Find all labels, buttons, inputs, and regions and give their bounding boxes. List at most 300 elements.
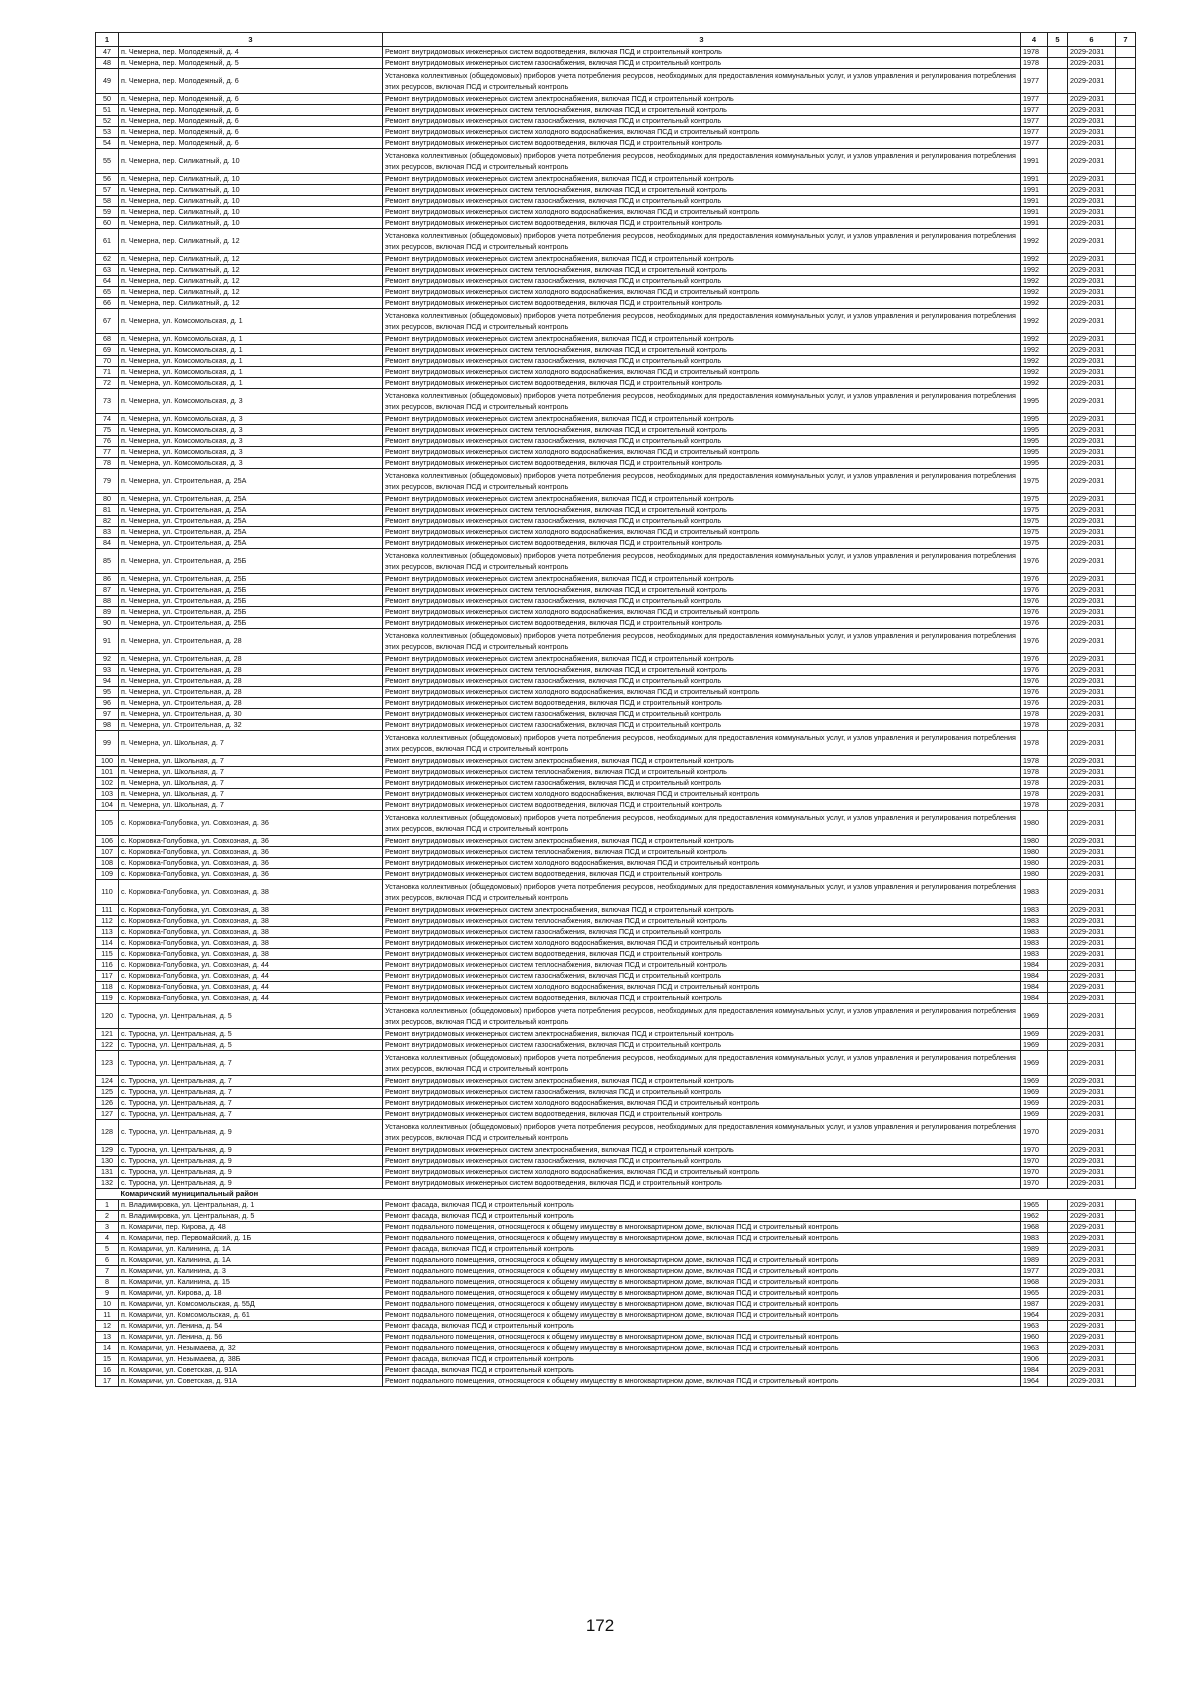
header-col-7: 7 [1116,33,1136,47]
empty-col-5 [1048,880,1068,905]
empty-col-7 [1116,127,1136,138]
empty-col-7 [1116,538,1136,549]
empty-col-7 [1116,847,1136,858]
work-cell: Ремонт подвального помещения, относящегося к общему имуществу в многоквартирном доме, включая ПСД и строительный контроль [383,1255,1021,1266]
table-row [96,654,1136,665]
address-cell: п. Чемерна, ул. Строительная, д. 28 [119,654,383,665]
table-row [96,905,1136,916]
work-cell: Ремонт внутридомовых инженерных систем холодного водоснабжения, включая ПСД и строительный контроль [383,938,1021,949]
year-cell: 1975 [1021,527,1048,538]
table-row [96,196,1136,207]
table-row [96,927,1136,938]
work-cell: Установка коллективных (общедомовых) приборов учета потребления ресурсов, необходимых для предоставления коммунальных услуг, и узлов управления и регулирования потребления этих ресурсов, включая ПСД и строительный контроль [383,149,1021,174]
year-cell: 1995 [1021,458,1048,469]
period-cell: 2029-2031 [1068,665,1116,676]
period-cell: 2029-2031 [1068,527,1116,538]
row-number: 124 [96,1076,119,1087]
period-cell: 2029-2031 [1068,345,1116,356]
empty-col-7 [1116,665,1136,676]
year-cell: 1983 [1021,1233,1048,1244]
year-cell: 1976 [1021,549,1048,574]
empty-col-7 [1116,94,1136,105]
empty-col-7 [1116,458,1136,469]
empty-col-5 [1048,1109,1068,1120]
work-cell: Ремонт внутридомовых инженерных систем холодного водоснабжения, включая ПСД и строительный контроль [383,527,1021,538]
period-cell: 2029-2031 [1068,993,1116,1004]
work-cell: Ремонт внутридомовых инженерных систем водоотведения, включая ПСД и строительный контроль [383,458,1021,469]
address-cell: п. Чемерна, ул. Строительная, д. 25А [119,527,383,538]
work-cell: Ремонт внутридомовых инженерных систем водоотведения, включая ПСД и строительный контроль [383,618,1021,629]
year-cell: 1976 [1021,665,1048,676]
work-cell: Ремонт подвального помещения, относящегося к общему имуществу в многоквартирном доме, включая ПСД и строительный контроль [383,1233,1021,1244]
empty-col-7 [1116,1211,1136,1222]
row-number: 75 [96,425,119,436]
year-cell: 1983 [1021,938,1048,949]
row-number: 8 [96,1277,119,1288]
address-cell: п. Чемерна, ул. Строительная, д. 25А [119,516,383,527]
empty-col-7 [1116,811,1136,836]
period-cell: 2029-2031 [1068,756,1116,767]
table-row [96,69,1136,94]
row-number: 57 [96,185,119,196]
address-cell: п. Чемерна, пер. Молодежный, д. 6 [119,138,383,149]
address-cell: п. Чемерна, ул. Комсомольская, д. 3 [119,389,383,414]
year-cell: 1995 [1021,447,1048,458]
page-number: 172 [585,1616,615,1635]
empty-col-7 [1116,345,1136,356]
address-cell: п. Чемерна, ул. Школьная, д. 7 [119,731,383,756]
table-row [96,665,1136,676]
work-cell: Ремонт внутридомовых инженерных систем электроснабжения, включая ПСД и строительный контроль [383,905,1021,916]
work-cell: Ремонт внутридомовых инженерных систем теплоснабжения, включая ПСД и строительный контроль [383,767,1021,778]
address-cell: с. Туросна, ул. Центральная, д. 7 [119,1087,383,1098]
row-number: 1 [96,1200,119,1211]
address-cell: п. Чемерна, ул. Школьная, д. 7 [119,778,383,789]
row-number: 114 [96,938,119,949]
work-cell: Ремонт внутридомовых инженерных систем водоотведения, включая ПСД и строительный контроль [383,378,1021,389]
year-cell: 1978 [1021,778,1048,789]
empty-col-5 [1048,1321,1068,1332]
period-cell: 2029-2031 [1068,58,1116,69]
work-cell: Установка коллективных (общедомовых) приборов учета потребления ресурсов, необходимых для предоставления коммунальных услуг, и узлов управления и регулирования потребления этих ресурсов, включая ПСД и строительный контроль [383,731,1021,756]
empty-col-5 [1048,138,1068,149]
table-row [96,414,1136,425]
table-row [96,185,1136,196]
row-number: 82 [96,516,119,527]
empty-col-7 [1116,607,1136,618]
row-number: 53 [96,127,119,138]
period-cell: 2029-2031 [1068,69,1116,94]
table-row [96,880,1136,905]
address-cell: п. Комаричи, пер. Кирова, д. 48 [119,1222,383,1233]
empty-col-7 [1116,676,1136,687]
year-cell: 1983 [1021,916,1048,927]
period-cell: 2029-2031 [1068,1299,1116,1310]
address-cell: п. Чемерна, пер. Молодежный, д. 6 [119,127,383,138]
year-cell: 1969 [1021,1051,1048,1076]
empty-col-7 [1116,276,1136,287]
row-number: 108 [96,858,119,869]
table-row [96,549,1136,574]
table-row [96,687,1136,698]
empty-col-7 [1116,1109,1136,1120]
address-cell: с. Коржовка-Голубовка, ул. Совхозная, д. 44 [119,982,383,993]
empty-col-5 [1048,1040,1068,1051]
table-row [96,1098,1136,1109]
work-cell: Установка коллективных (общедомовых) приборов учета потребления ресурсов, необходимых для предоставления коммунальных услуг, и узлов управления и регулирования потребления этих ресурсов, включая ПСД и строительный контроль [383,549,1021,574]
row-number: 85 [96,549,119,574]
empty-col-7 [1116,1222,1136,1233]
table-row [96,1266,1136,1277]
empty-col-5 [1048,1299,1068,1310]
empty-col-5 [1048,1004,1068,1029]
header-col-5: 5 [1048,33,1068,47]
work-cell: Ремонт внутридомовых инженерных систем теплоснабжения, включая ПСД и строительный контроль [383,105,1021,116]
year-cell: 1978 [1021,709,1048,720]
work-cell: Ремонт внутридомовых инженерных систем теплоснабжения, включая ПСД и строительный контроль [383,847,1021,858]
address-cell: п. Чемерна, ул. Школьная, д. 7 [119,800,383,811]
table-row [96,1040,1136,1051]
table-row [96,458,1136,469]
address-cell: с. Коржовка-Голубовка, ул. Совхозная, д. 36 [119,858,383,869]
address-cell: п. Комаричи, ул. Калинина, д. 15 [119,1277,383,1288]
work-cell: Ремонт фасада, включая ПСД и строительный контроль [383,1200,1021,1211]
empty-col-7 [1116,298,1136,309]
table-row [96,789,1136,800]
period-cell: 2029-2031 [1068,1365,1116,1376]
address-cell: п. Чемерна, ул. Школьная, д. 7 [119,756,383,767]
row-number: 92 [96,654,119,665]
address-cell: п. Чемерна, ул. Комсомольская, д. 1 [119,345,383,356]
year-cell: 1995 [1021,436,1048,447]
row-number: 101 [96,767,119,778]
period-cell: 2029-2031 [1068,1332,1116,1343]
empty-col-5 [1048,585,1068,596]
year-cell: 1992 [1021,378,1048,389]
row-number: 87 [96,585,119,596]
header-col-6: 6 [1068,33,1116,47]
empty-col-5 [1048,1051,1068,1076]
year-cell: 1992 [1021,276,1048,287]
work-cell: Ремонт подвального помещения, относящегося к общему имуществу в многоквартирном доме, включая ПСД и строительный контроль [383,1277,1021,1288]
period-cell: 2029-2031 [1068,1120,1116,1145]
empty-col-7 [1116,116,1136,127]
empty-col-5 [1048,174,1068,185]
year-cell: 1977 [1021,116,1048,127]
period-cell: 2029-2031 [1068,367,1116,378]
empty-col-5 [1048,1087,1068,1098]
row-number: 17 [96,1376,119,1387]
row-number: 99 [96,731,119,756]
year-cell: 1978 [1021,767,1048,778]
row-number: 100 [96,756,119,767]
table-row [96,229,1136,254]
period-cell: 2029-2031 [1068,836,1116,847]
row-number: 13 [96,1332,119,1343]
year-cell: 1992 [1021,298,1048,309]
year-cell: 1992 [1021,229,1048,254]
empty-col-5 [1048,1098,1068,1109]
period-cell: 2029-2031 [1068,811,1116,836]
year-cell: 1977 [1021,105,1048,116]
period-cell: 2029-2031 [1068,265,1116,276]
row-number: 102 [96,778,119,789]
empty-col-7 [1116,1299,1136,1310]
period-cell: 2029-2031 [1068,538,1116,549]
work-cell: Ремонт внутридомовых инженерных систем газоснабжения, включая ПСД и строительный контроль [383,1087,1021,1098]
row-number: 56 [96,174,119,185]
period-cell: 2029-2031 [1068,494,1116,505]
table-row [96,298,1136,309]
year-cell: 1983 [1021,949,1048,960]
year-cell: 1970 [1021,1156,1048,1167]
work-cell: Ремонт внутридомовых инженерных систем газоснабжения, включая ПСД и строительный контроль [383,58,1021,69]
empty-col-7 [1116,949,1136,960]
work-cell: Ремонт внутридомовых инженерных систем газоснабжения, включая ПСД и строительный контроль [383,676,1021,687]
empty-col-7 [1116,1120,1136,1145]
empty-col-7 [1116,720,1136,731]
section-title: Комаричский муниципальный район [119,1189,1136,1200]
address-cell: с. Коржовка-Голубовка, ул. Совхозная, д. 38 [119,949,383,960]
address-cell: п. Чемерна, ул. Комсомольская, д. 1 [119,309,383,334]
work-cell: Ремонт внутридомовых инженерных систем теплоснабжения, включая ПСД и строительный контроль [383,425,1021,436]
row-number: 131 [96,1167,119,1178]
table-row [96,698,1136,709]
year-cell: 1962 [1021,1211,1048,1222]
work-cell: Ремонт внутридомовых инженерных систем газоснабжения, включая ПСД и строительный контроль [383,709,1021,720]
empty-col-7 [1116,149,1136,174]
empty-col-7 [1116,1277,1136,1288]
period-cell: 2029-2031 [1068,585,1116,596]
work-cell: Ремонт внутридомовых инженерных систем электроснабжения, включая ПСД и строительный контроль [383,1145,1021,1156]
empty-col-5 [1048,254,1068,265]
address-cell: п. Чемерна, пер. Молодежный, д. 6 [119,116,383,127]
empty-col-5 [1048,538,1068,549]
row-number: 68 [96,334,119,345]
table-row [96,607,1136,618]
empty-col-7 [1116,505,1136,516]
row-number: 93 [96,665,119,676]
year-cell: 1992 [1021,345,1048,356]
year-cell: 1976 [1021,676,1048,687]
work-cell: Установка коллективных (общедомовых) приборов учета потребления ресурсов, необходимых для предоставления коммунальных услуг, и узлов управления и регулирования потребления этих ресурсов, включая ПСД и строительный контроль [383,469,1021,494]
year-cell: 1995 [1021,389,1048,414]
period-cell: 2029-2031 [1068,287,1116,298]
address-cell: п. Чемерна, ул. Строительная, д. 28 [119,676,383,687]
work-cell: Ремонт внутридомовых инженерных систем газоснабжения, включая ПСД и строительный контроль [383,596,1021,607]
work-cell: Ремонт внутридомовых инженерных систем электроснабжения, включая ПСД и строительный контроль [383,174,1021,185]
row-number: 49 [96,69,119,94]
year-cell: 1968 [1021,1277,1048,1288]
empty-col-5 [1048,949,1068,960]
year-cell: 1989 [1021,1255,1048,1266]
row-number: 15 [96,1354,119,1365]
work-cell: Ремонт внутридомовых инженерных систем водоотведения, включая ПСД и строительный контроль [383,800,1021,811]
empty-col-5 [1048,345,1068,356]
table-body [96,47,1136,1387]
empty-col-7 [1116,527,1136,538]
empty-col-7 [1116,756,1136,767]
empty-col-7 [1116,1233,1136,1244]
row-number: 115 [96,949,119,960]
address-cell: с. Туросна, ул. Центральная, д. 9 [119,1120,383,1145]
row-number: 105 [96,811,119,836]
empty-col-5 [1048,47,1068,58]
empty-col-5 [1048,287,1068,298]
work-cell: Ремонт внутридомовых инженерных систем водоотведения, включая ПСД и строительный контроль [383,993,1021,1004]
period-cell: 2029-2031 [1068,1145,1116,1156]
table-row [96,1365,1136,1376]
empty-col-5 [1048,1277,1068,1288]
period-cell: 2029-2031 [1068,1200,1116,1211]
empty-col-7 [1116,1266,1136,1277]
year-cell: 1975 [1021,505,1048,516]
period-cell: 2029-2031 [1068,389,1116,414]
year-cell: 1976 [1021,574,1048,585]
empty-col-7 [1116,229,1136,254]
empty-col-5 [1048,1244,1068,1255]
row-number: 132 [96,1178,119,1189]
address-cell: п. Комаричи, ул. Калинина, д. 1А [119,1244,383,1255]
empty-col-5 [1048,756,1068,767]
table-row [96,1332,1136,1343]
work-cell: Ремонт фасада, включая ПСД и строительный контроль [383,1211,1021,1222]
year-cell: 1965 [1021,1288,1048,1299]
period-cell: 2029-2031 [1068,687,1116,698]
work-cell: Ремонт внутридомовых инженерных систем электроснабжения, включая ПСД и строительный контроль [383,1076,1021,1087]
empty-col-5 [1048,971,1068,982]
empty-col-5 [1048,869,1068,880]
address-cell: с. Коржовка-Голубовка, ул. Совхозная, д. 38 [119,905,383,916]
table-row [96,1211,1136,1222]
header-col-1: 1 [96,33,119,47]
year-cell: 1984 [1021,982,1048,993]
empty-col-5 [1048,436,1068,447]
table-row [96,276,1136,287]
header-col-2: 3 [119,33,383,47]
row-number: 81 [96,505,119,516]
empty-col-5 [1048,676,1068,687]
work-cell: Ремонт внутридомовых инженерных систем газоснабжения, включая ПСД и строительный контроль [383,971,1021,982]
table-row [96,1167,1136,1178]
table-row [96,127,1136,138]
empty-col-7 [1116,469,1136,494]
period-cell: 2029-2031 [1068,847,1116,858]
period-cell: 2029-2031 [1068,254,1116,265]
address-cell: с. Коржовка-Голубовка, ул. Совхозная, д. 38 [119,880,383,905]
address-cell: с. Туросна, ул. Центральная, д. 9 [119,1156,383,1167]
table-row [96,356,1136,367]
work-cell: Установка коллективных (общедомовых) приборов учета потребления ресурсов, необходимых для предоставления коммунальных услуг, и узлов управления и регулирования потребления этих ресурсов, включая ПСД и строительный контроль [383,1120,1021,1145]
row-number: 118 [96,982,119,993]
period-cell: 2029-2031 [1068,105,1116,116]
empty-col-7 [1116,1167,1136,1178]
period-cell: 2029-2031 [1068,676,1116,687]
empty-col-7 [1116,207,1136,218]
address-cell: п. Чемерна, ул. Комсомольская, д. 1 [119,334,383,345]
address-cell: п. Комаричи, ул. Советская, д. 91А [119,1365,383,1376]
year-cell: 1968 [1021,1222,1048,1233]
period-cell: 2029-2031 [1068,447,1116,458]
work-cell: Ремонт внутридомовых инженерных систем водоотведения, включая ПСД и строительный контроль [383,1178,1021,1189]
address-cell: п. Чемерна, ул. Строительная, д. 25Б [119,549,383,574]
year-cell: 1969 [1021,1087,1048,1098]
work-cell: Ремонт внутридомовых инженерных систем теплоснабжения, включая ПСД и строительный контроль [383,505,1021,516]
row-number: 98 [96,720,119,731]
table-row [96,916,1136,927]
address-cell: п. Чемерна, ул. Школьная, д. 7 [119,767,383,778]
empty-col-5 [1048,469,1068,494]
period-cell: 2029-2031 [1068,378,1116,389]
empty-col-7 [1116,414,1136,425]
period-cell: 2029-2031 [1068,1004,1116,1029]
period-cell: 2029-2031 [1068,1255,1116,1266]
work-cell: Ремонт внутридомовых инженерных систем холодного водоснабжения, включая ПСД и строительный контроль [383,367,1021,378]
table-row [96,1087,1136,1098]
row-number: 47 [96,47,119,58]
empty-col-7 [1116,218,1136,229]
row-number: 72 [96,378,119,389]
table-row [96,149,1136,174]
address-cell: п. Чемерна, пер. Силикатный, д. 10 [119,218,383,229]
address-cell: п. Чемерна, пер. Молодежный, д. 6 [119,94,383,105]
work-cell: Ремонт внутридомовых инженерных систем электроснабжения, включая ПСД и строительный контроль [383,756,1021,767]
year-cell: 1991 [1021,196,1048,207]
period-cell: 2029-2031 [1068,916,1116,927]
header-col-3: 3 [383,33,1021,47]
table-row [96,709,1136,720]
address-cell: п. Чемерна, ул. Строительная, д. 25А [119,469,383,494]
address-cell: с. Коржовка-Голубовка, ул. Совхозная, д. 44 [119,971,383,982]
address-cell: п. Чемерна, ул. Строительная, д. 28 [119,687,383,698]
empty-col-7 [1116,858,1136,869]
row-number: 122 [96,1040,119,1051]
empty-col-7 [1116,596,1136,607]
empty-col-7 [1116,1004,1136,1029]
row-number: 6 [96,1255,119,1266]
year-cell: 1976 [1021,585,1048,596]
year-cell: 1977 [1021,138,1048,149]
year-cell: 1976 [1021,698,1048,709]
row-number: 129 [96,1145,119,1156]
period-cell: 2029-2031 [1068,1029,1116,1040]
period-cell: 2029-2031 [1068,1354,1116,1365]
period-cell: 2029-2031 [1068,731,1116,756]
work-cell: Установка коллективных (общедомовых) приборов учета потребления ресурсов, необходимых для предоставления коммунальных услуг, и узлов управления и регулирования потребления этих ресурсов, включая ПСД и строительный контроль [383,69,1021,94]
year-cell: 1975 [1021,469,1048,494]
work-cell: Ремонт внутридомовых инженерных систем водоотведения, включая ПСД и строительный контроль [383,1109,1021,1120]
table-row [96,1255,1136,1266]
empty-col-5 [1048,1332,1068,1343]
row-number: 63 [96,265,119,276]
row-number: 86 [96,574,119,585]
work-cell: Ремонт внутридомовых инженерных систем водоотведения, включая ПСД и строительный контроль [383,538,1021,549]
year-cell: 1976 [1021,596,1048,607]
period-cell: 2029-2031 [1068,1343,1116,1354]
period-cell: 2029-2031 [1068,356,1116,367]
year-cell: 1980 [1021,858,1048,869]
work-cell: Установка коллективных (общедомовых) приборов учета потребления ресурсов, необходимых для предоставления коммунальных услуг, и узлов управления и регулирования потребления этих ресурсов, включая ПСД и строительный контроль [383,880,1021,905]
period-cell: 2029-2031 [1068,185,1116,196]
address-cell: с. Туросна, ул. Центральная, д. 5 [119,1004,383,1029]
table-row [96,767,1136,778]
year-cell: 1989 [1021,1244,1048,1255]
empty-col-7 [1116,138,1136,149]
empty-col-5 [1048,654,1068,665]
year-cell: 1960 [1021,1332,1048,1343]
empty-col-7 [1116,309,1136,334]
year-cell: 1970 [1021,1145,1048,1156]
